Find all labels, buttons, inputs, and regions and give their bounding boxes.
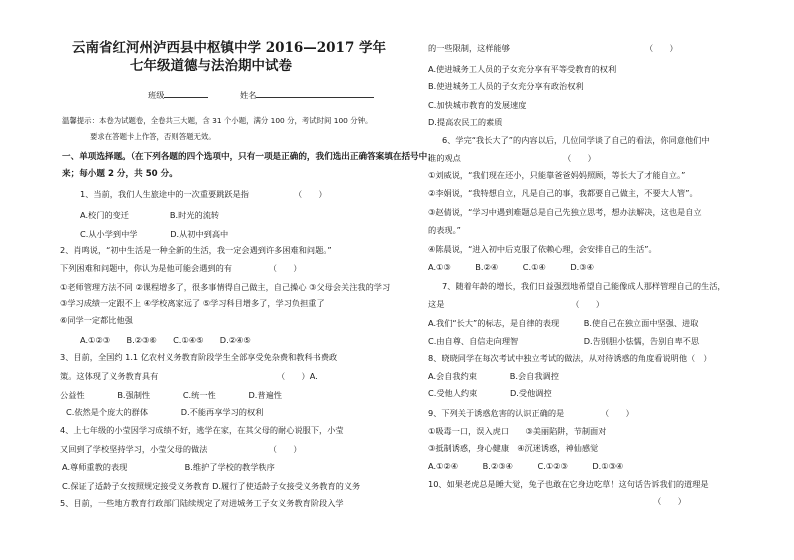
right-question-line: ④陈晨说，“进入初中后克服了依赖心理，会安排自己的生活”。 bbox=[428, 244, 657, 254]
exam-subtitle: 七年级道德与法治期中试卷 bbox=[130, 58, 292, 74]
left-question-line: C.从小学到中学 D.从初中到高中 bbox=[80, 229, 229, 239]
left-question-line: 公益性 B.强制性 C.统一性 D.普遍性 bbox=[60, 390, 282, 400]
section-heading-line-2: 来；每小题 2 分，共 50 分。 bbox=[62, 169, 178, 179]
left-question-line: 4、上七年级的小莹因学习成绩不好，逃学在家，在其父母的耐心说服下，小莹 bbox=[60, 425, 344, 435]
right-question-line: C.由自尊、自信走向理智 D.告别胆小怯懦，告别自卑不思 bbox=[428, 336, 700, 346]
left-question-line: 策。这体现了义务教育具有 （ ）A. bbox=[60, 371, 318, 381]
notice-line-1: 温馨提示：本卷为试题卷，全卷共三大题，含 31 个小题，满分 100 分，考试时间 100 分钟。 bbox=[62, 116, 373, 125]
right-question-line: ①吸毒一口，误入虎口 ③美丽陷阱，节制面对 bbox=[428, 426, 607, 436]
right-question-line: （ ） bbox=[428, 496, 686, 506]
left-question-line: A.①②③ B.②③⑥ C.①④⑤ D.②④⑤ bbox=[80, 335, 251, 345]
left-question-line: 1、当前，我们人生旅途中的一次重要跳跃是指 （ ） bbox=[80, 189, 327, 199]
right-question-line: B.使进城务工人员的子女充分享有政治权利 bbox=[428, 81, 584, 91]
left-question-line: A.校门的变迁 B.时光的流转 bbox=[80, 210, 220, 220]
class-field[interactable] bbox=[148, 90, 208, 99]
right-question-line: 谁的观点 （ ） bbox=[428, 153, 596, 163]
right-question-line: A.①③ B.②④ C.①④ D.③④ bbox=[428, 262, 594, 272]
right-question-line: 10、如果老虎总是睡大觉，兔子也敢在它身边吃草！这句话告诉我们的道理是 bbox=[428, 479, 709, 489]
right-question-line: ③赵倩说，“学习中遇到难题总是自己先独立思考，想办法解决，这也是自立 bbox=[428, 207, 702, 217]
name-label: 姓名 bbox=[240, 90, 257, 100]
right-question-line: 7、随着年龄的增长，我们日益强烈地希望自己能像成人那样管理自己的生活， bbox=[442, 281, 726, 291]
left-question-line: 2、肖鸣说，“初中生活是一种全新的生活，我一定会遇到许多困难和问题。” bbox=[60, 245, 332, 255]
right-question-line: 6、学完“我长大了”的内容以后，几位同学谈了自己的看法，你同意他们中 bbox=[442, 135, 710, 145]
section-heading-line-1: 一、单项选择题。（在下列各题的四个选项中，只有一项是正确的，我们选出正确答案填在括号中； bbox=[62, 152, 436, 162]
left-question-line: C.依然是个庞大的群体 D.不能再享学习的权利 bbox=[66, 407, 264, 417]
right-question-line: 的表现。” bbox=[428, 225, 461, 235]
notice-line-2: 要求在答题卡上作答，否则答题无效。 bbox=[90, 132, 216, 141]
class-blank[interactable] bbox=[164, 90, 208, 98]
right-question-line: D.提高农民工的素质 bbox=[428, 117, 503, 127]
right-question-line: ①刘威说，“我们现在还小，只能靠爸爸妈妈照顾，等长大了才能自立。” bbox=[428, 170, 686, 180]
right-question-line: 8、晓晓同学在每次考试中独立考试的做法，从对待诱惑的角度看说明他（ ） bbox=[428, 353, 712, 363]
class-label: 班级 bbox=[148, 90, 165, 100]
left-question-line: 3、目前，全国约 1.1 亿农村义务教育阶段学生全部享受免杂费和教科书费政 bbox=[60, 352, 338, 362]
left-question-line: C.保证了适龄子女按照规定接受义务教育 D.履行了使适龄子女接受义务教育的义务 bbox=[62, 481, 361, 491]
left-question-line: ③学习成绩一定跟不上 ④学校离家远了 ⑤学习科目增多了，学习负担重了 bbox=[60, 298, 325, 308]
right-question-line: 9、下列关于诱惑危害的认识正确的是 （ ） bbox=[428, 408, 634, 418]
right-question-line: 这是 （ ） bbox=[428, 299, 605, 309]
right-question-line: A.我们“长大”的标志，是自律的表现 B.使自己在独立面中坚强、进取 bbox=[428, 318, 699, 328]
left-question-line: ⑥同学一定都比他强 bbox=[60, 315, 133, 325]
name-field[interactable] bbox=[240, 90, 374, 99]
right-question-line: 的一些限制，这样能够 （ ） bbox=[428, 43, 678, 53]
left-question-line: 5、目前，一些地方教育行政部门陆续规定了对进城务工子女义务教育阶段入学 bbox=[60, 498, 344, 508]
left-question-line: 下列困难和问题中，你认为是他可能会遇到的有 （ ） bbox=[60, 263, 302, 273]
right-question-line: ②李娟说，“我特想自立，凡是自己的事，我都要自己做主，不要大人管”。 bbox=[428, 188, 698, 198]
left-question-line: ①老师管理方法不同 ②课程增多了，很多事情得自己做主，自己操心 ③父母会关注我的学习 bbox=[60, 282, 391, 292]
right-question-line: A.①②④ B.②③④ C.①②③ D.①③④ bbox=[428, 461, 624, 471]
right-question-line: A.使进城务工人员的子女充分享有平等受教育的权利 bbox=[428, 64, 617, 74]
right-question-line: A.会自我约束 B.会自我调控 bbox=[428, 371, 559, 381]
right-question-line: ③抵制诱惑，身心健康 ④沉迷诱惑，神仙感觉 bbox=[428, 443, 599, 453]
left-question-line: A.尊师重教的表现 B.维护了学校的教学秩序 bbox=[62, 462, 275, 472]
left-question-line: 又回到了学校坚持学习，小莹父母的做法 （ ） bbox=[60, 444, 302, 454]
exam-title: 云南省红河州泸西县中枢镇中学 2016—2017 学年 bbox=[72, 40, 387, 56]
right-question-line: C.受他人约束 D.受他调控 bbox=[428, 388, 552, 398]
right-question-line: C.加快城市教育的发展速度 bbox=[428, 100, 527, 110]
name-blank[interactable] bbox=[256, 90, 374, 98]
